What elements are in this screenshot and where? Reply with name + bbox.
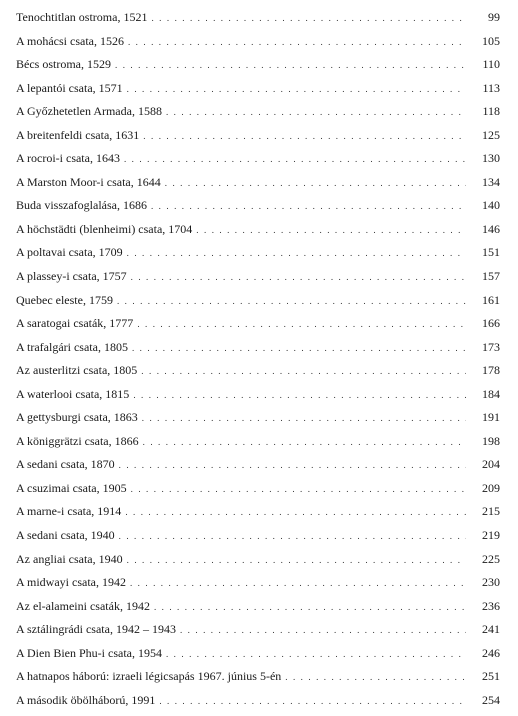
entry-page-number: 130	[482, 151, 500, 166]
toc-entry	[16, 618, 500, 642]
entry-page-number: 184	[482, 386, 500, 401]
entry-title: A höchstädti (blenheimi) csata, 1704	[16, 221, 193, 236]
entry-page-number: 178	[482, 363, 500, 378]
dot-leader	[130, 572, 466, 596]
entry-title: A trafalgári csata, 1805	[16, 339, 128, 354]
toc-entry	[16, 359, 500, 383]
dot-leader	[127, 549, 466, 573]
toc-entry	[16, 171, 500, 195]
entry-page-number: 241	[482, 622, 500, 637]
entry-page-number: 161	[482, 292, 500, 307]
entry-title: A hatnapos háború: izraeli légicsapás 1967. június 5-én	[16, 669, 282, 684]
entry-page-number: 173	[482, 339, 500, 354]
toc-entry	[16, 548, 500, 572]
entry-title: A plassey-i csata, 1757	[16, 269, 127, 284]
entry-page-number: 125	[482, 127, 500, 142]
dot-leader	[133, 384, 466, 408]
dot-leader	[125, 501, 466, 525]
entry-page-number: 230	[482, 575, 500, 590]
entry-title: A midwayi csata, 1942	[16, 575, 126, 590]
dot-leader	[141, 360, 466, 384]
entry-title: A Marston Moor-i csata, 1644	[16, 174, 161, 189]
dot-leader	[131, 266, 466, 290]
entry-page-number: 166	[482, 316, 500, 331]
toc-entry	[16, 6, 500, 30]
entry-page-number: 198	[482, 433, 500, 448]
entry-page-number: 204	[482, 457, 500, 472]
entry-page-number: 99	[488, 10, 500, 24]
toc-entry	[16, 689, 500, 713]
toc-entry	[16, 571, 500, 595]
dot-leader	[142, 407, 466, 431]
entry-title: A waterlooi csata, 1815	[16, 386, 130, 401]
entry-page-number: 151	[482, 245, 500, 260]
dot-leader	[159, 690, 466, 714]
entry-page-number: 134	[482, 174, 500, 189]
entry-page-number: 236	[482, 598, 500, 613]
entry-title: A sztálingrádi csata, 1942 – 1943	[16, 622, 176, 637]
dot-leader	[119, 525, 466, 549]
entry-page-number: 219	[482, 528, 500, 543]
toc-entry	[16, 524, 500, 548]
entry-title: A csuzimai csata, 1905	[16, 480, 127, 495]
entry-title: Az austerlitzi csata, 1805	[16, 363, 138, 378]
dot-leader	[115, 54, 466, 78]
entry-title: A sedani csata, 1870	[16, 457, 115, 472]
toc-entry	[16, 595, 500, 619]
entry-title: Buda visszafoglalása, 1686	[16, 198, 147, 213]
toc-entry	[16, 124, 500, 148]
entry-title: A saratogai csaták, 1777	[16, 316, 134, 331]
toc-entry	[16, 194, 500, 218]
entry-page-number: 209	[482, 480, 500, 495]
entry-page-number: 110	[482, 57, 500, 72]
entry-title: A breitenfeldi csata, 1631	[16, 127, 140, 142]
toc-entry	[16, 336, 500, 360]
toc-entry	[16, 30, 500, 54]
entry-title: Tenochtitlan ostroma, 1521	[16, 10, 148, 24]
toc-entry	[16, 77, 500, 101]
table-of-contents	[16, 6, 500, 712]
entry-title: A Győzhetetlen Armada, 1588	[16, 104, 162, 119]
toc-entry	[16, 383, 500, 407]
entry-title: A rocroi-i csata, 1643	[16, 151, 120, 166]
toc-entry	[16, 218, 500, 242]
entry-title: A sedani csata, 1940	[16, 528, 115, 543]
toc-entry	[16, 100, 500, 124]
entry-title: A marne-i csata, 1914	[16, 504, 122, 519]
dot-leader	[143, 431, 466, 455]
entry-page-number: 215	[482, 504, 500, 519]
dot-leader	[166, 643, 466, 667]
toc-entry	[16, 53, 500, 77]
entry-page-number: 225	[482, 551, 500, 566]
entry-page-number: 118	[482, 104, 500, 119]
dot-leader	[143, 125, 466, 149]
toc-entry	[16, 406, 500, 430]
dot-leader	[131, 478, 466, 502]
entry-title: A königgrätzi csata, 1866	[16, 433, 139, 448]
toc-entry	[16, 665, 500, 689]
dot-leader	[127, 242, 466, 266]
toc-entry	[16, 500, 500, 524]
entry-title: A poltavai csata, 1709	[16, 245, 123, 260]
dot-leader	[154, 596, 466, 620]
entry-title: A gettysburgi csata, 1863	[16, 410, 138, 425]
entry-page-number: 191	[482, 410, 500, 425]
dot-leader	[137, 313, 466, 337]
toc-entry	[16, 453, 500, 477]
entry-title: Az el-alameini csaták, 1942	[16, 598, 150, 613]
dot-leader	[117, 290, 466, 314]
entry-page-number: 113	[482, 80, 500, 95]
dot-leader	[132, 337, 466, 361]
toc-entry	[16, 289, 500, 313]
dot-leader	[127, 78, 466, 102]
toc-entry	[16, 241, 500, 265]
dot-leader	[285, 666, 466, 690]
dot-leader	[165, 172, 466, 196]
toc-entry	[16, 642, 500, 666]
toc-entry	[16, 265, 500, 289]
dot-leader	[166, 101, 466, 125]
entry-title: Az angliai csata, 1940	[16, 551, 123, 566]
entry-title: A második öbölháború, 1991	[16, 692, 156, 707]
dot-leader	[151, 7, 466, 31]
toc-entry	[16, 477, 500, 501]
entry-title: A mohácsi csata, 1526	[16, 33, 124, 48]
dot-leader	[124, 148, 466, 172]
dot-leader	[128, 31, 466, 55]
entry-page-number: 246	[482, 645, 500, 660]
entry-page-number: 157	[482, 269, 500, 284]
entry-page-number: 251	[482, 669, 500, 684]
entry-title: A lepantói csata, 1571	[16, 80, 123, 95]
entry-title: Quebec eleste, 1759	[16, 292, 113, 307]
entry-title: A Dien Bien Phu-i csata, 1954	[16, 645, 162, 660]
toc-entry	[16, 147, 500, 171]
entry-page-number: 146	[482, 221, 500, 236]
dot-leader	[151, 195, 466, 219]
dot-leader	[196, 219, 466, 243]
dot-leader	[119, 454, 466, 478]
entry-page-number: 105	[482, 33, 500, 48]
entry-title: Bécs ostroma, 1529	[16, 57, 111, 72]
toc-entry	[16, 312, 500, 336]
toc-entry	[16, 430, 500, 454]
entry-page-number: 254	[482, 692, 500, 707]
entry-page-number: 140	[482, 198, 500, 213]
dot-leader	[180, 619, 466, 643]
